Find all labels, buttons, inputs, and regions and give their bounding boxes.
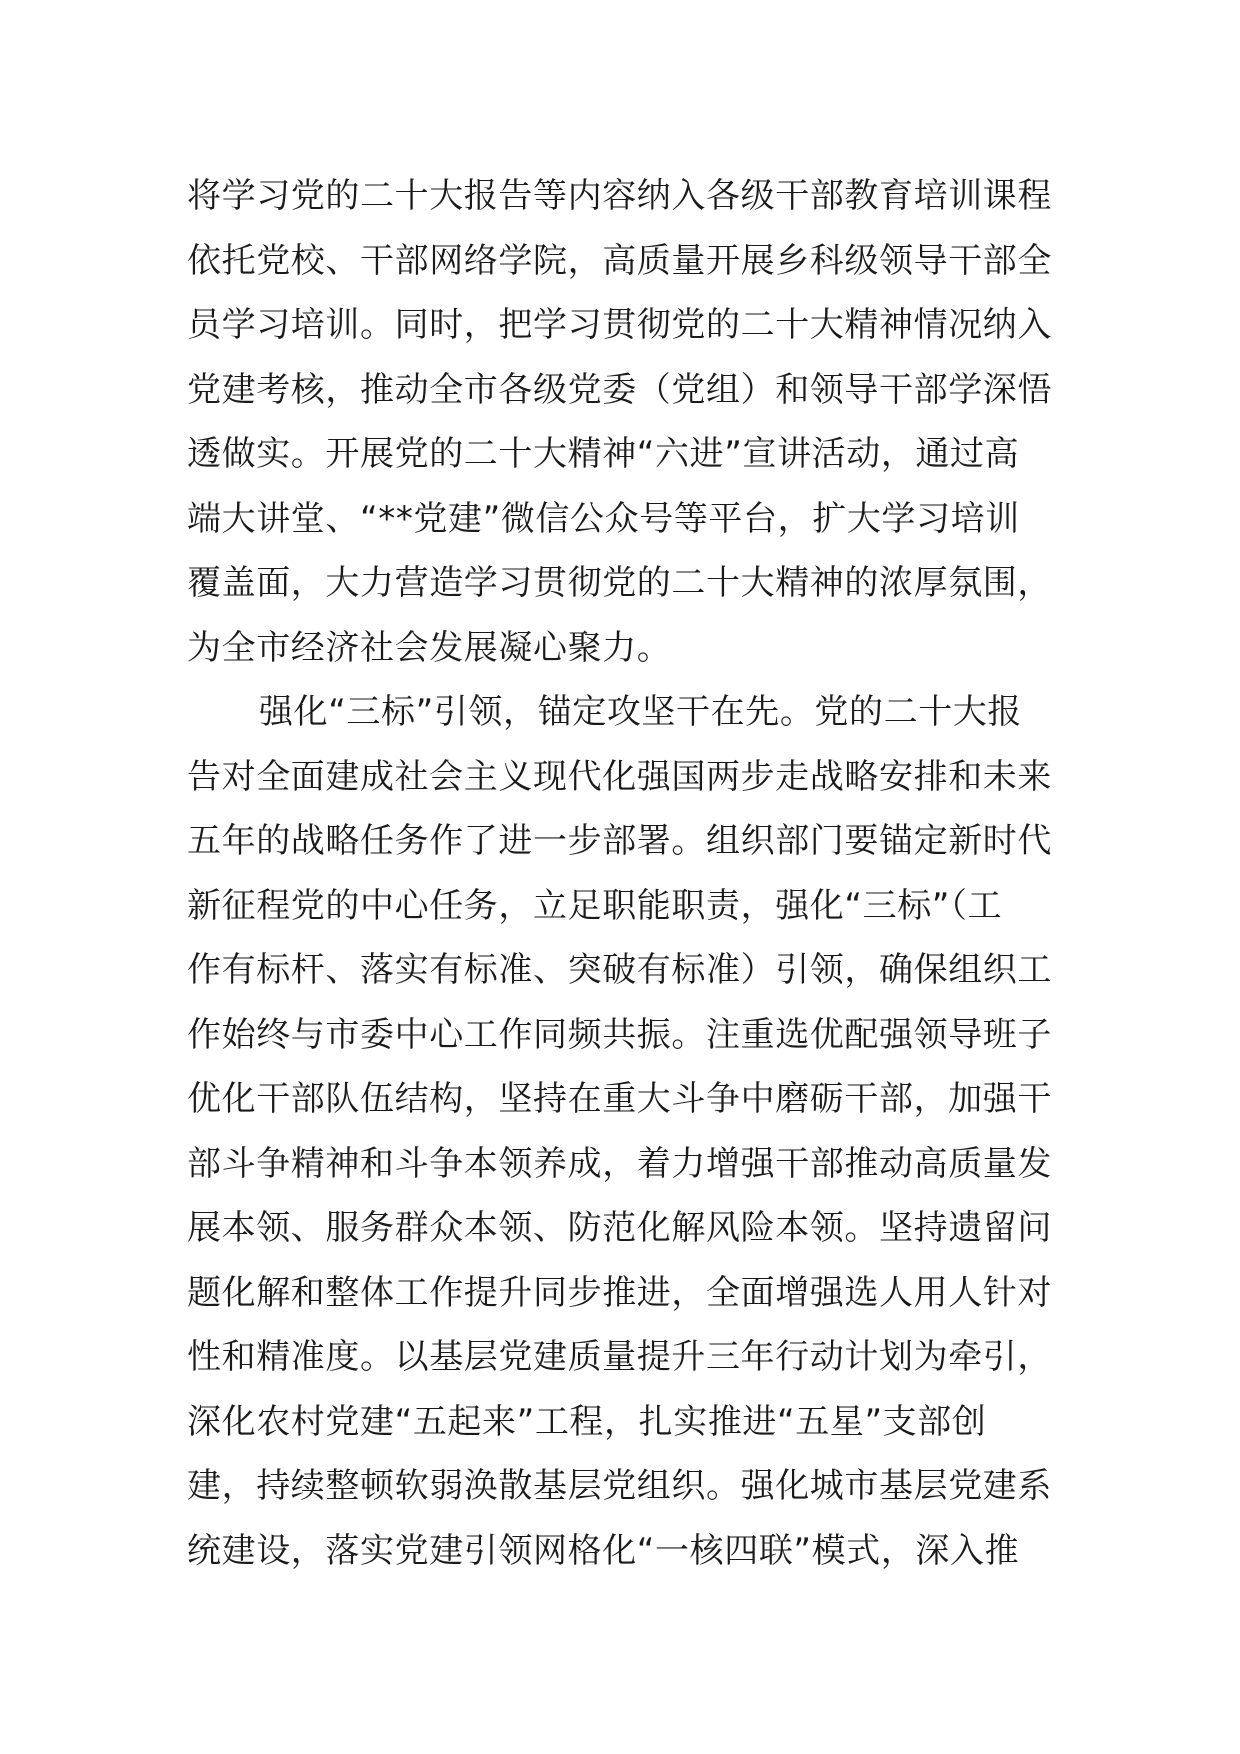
text-line: 为全市经济社会发展凝心聚力。 bbox=[187, 627, 672, 668]
text-line: 优化干部队伍结构，坚持在重大斗争中磨砺干部，加强干 bbox=[187, 1079, 1052, 1119]
text-line: 告对全面建成社会主义现代化强国两步走战略安排和未来 bbox=[187, 756, 1052, 797]
text-line: 建，持续整顿软弱涣散基层党组织。强化城市基层党建系 bbox=[187, 1466, 1052, 1506]
text-line: 依托党校、干部网络学院，高质量开展乡科级领导干部全 bbox=[187, 240, 1052, 281]
text-line: 作有标杆、落实有标准、突破有标准）引领，确保组织工 bbox=[187, 950, 1052, 990]
text-line: 端大讲堂、“**党建”微信公众号等平台，扩大学习培训 bbox=[187, 498, 1020, 539]
text-line: 覆盖面，大力营造学习贯彻党的二十大精神的浓厚氛围， bbox=[187, 563, 1052, 603]
text-line: 透做实。开展党的二十大精神“六进”宣讲活动，通过高 bbox=[187, 434, 1020, 474]
text-line: 深化农村党建“五起来”工程，扎实推进“五星”支部创 bbox=[187, 1401, 987, 1442]
text-line: 题化解和整体工作提升同步推进，全面增强选人用人针对 bbox=[187, 1272, 1052, 1313]
text-line: 新征程党的中心任务，立足职能职责，强化“三标”（工 bbox=[187, 885, 1003, 926]
body-text bbox=[187, 164, 1059, 1583]
text-line: 统建设，落实党建引领网格化“一核四联”模式，深入推 bbox=[187, 1530, 1020, 1571]
text-line: 展本领、服务群众本领、防范化解风险本领。坚持遗留问 bbox=[187, 1208, 1052, 1248]
paragraph-start-line: 强化“三标”引领，锚定攻坚干在先。党的二十大报 bbox=[259, 692, 1023, 732]
text-line: 部斗争精神和斗争本领养成，着力增强干部推动高质量发 bbox=[187, 1143, 1052, 1184]
text-line: 五年的战略任务作了进一步部署。组织部门要锚定新时代 bbox=[187, 821, 1052, 861]
text-line: 作始终与市委中心工作同频共振。注重选优配强领导班子 bbox=[187, 1014, 1052, 1055]
text-line: 员学习培训。同时，把学习贯彻党的二十大精神情况纳入 bbox=[187, 305, 1052, 345]
text-line: 将学习党的二十大报告等内容纳入各级干部教育培训课程 bbox=[187, 176, 1052, 216]
text-line: 党建考核，推动全市各级党委（党组）和领导干部学深悟 bbox=[187, 369, 1052, 410]
text-line: 性和精准度。以基层党建质量提升三年行动计划为牵引， bbox=[187, 1337, 1052, 1377]
